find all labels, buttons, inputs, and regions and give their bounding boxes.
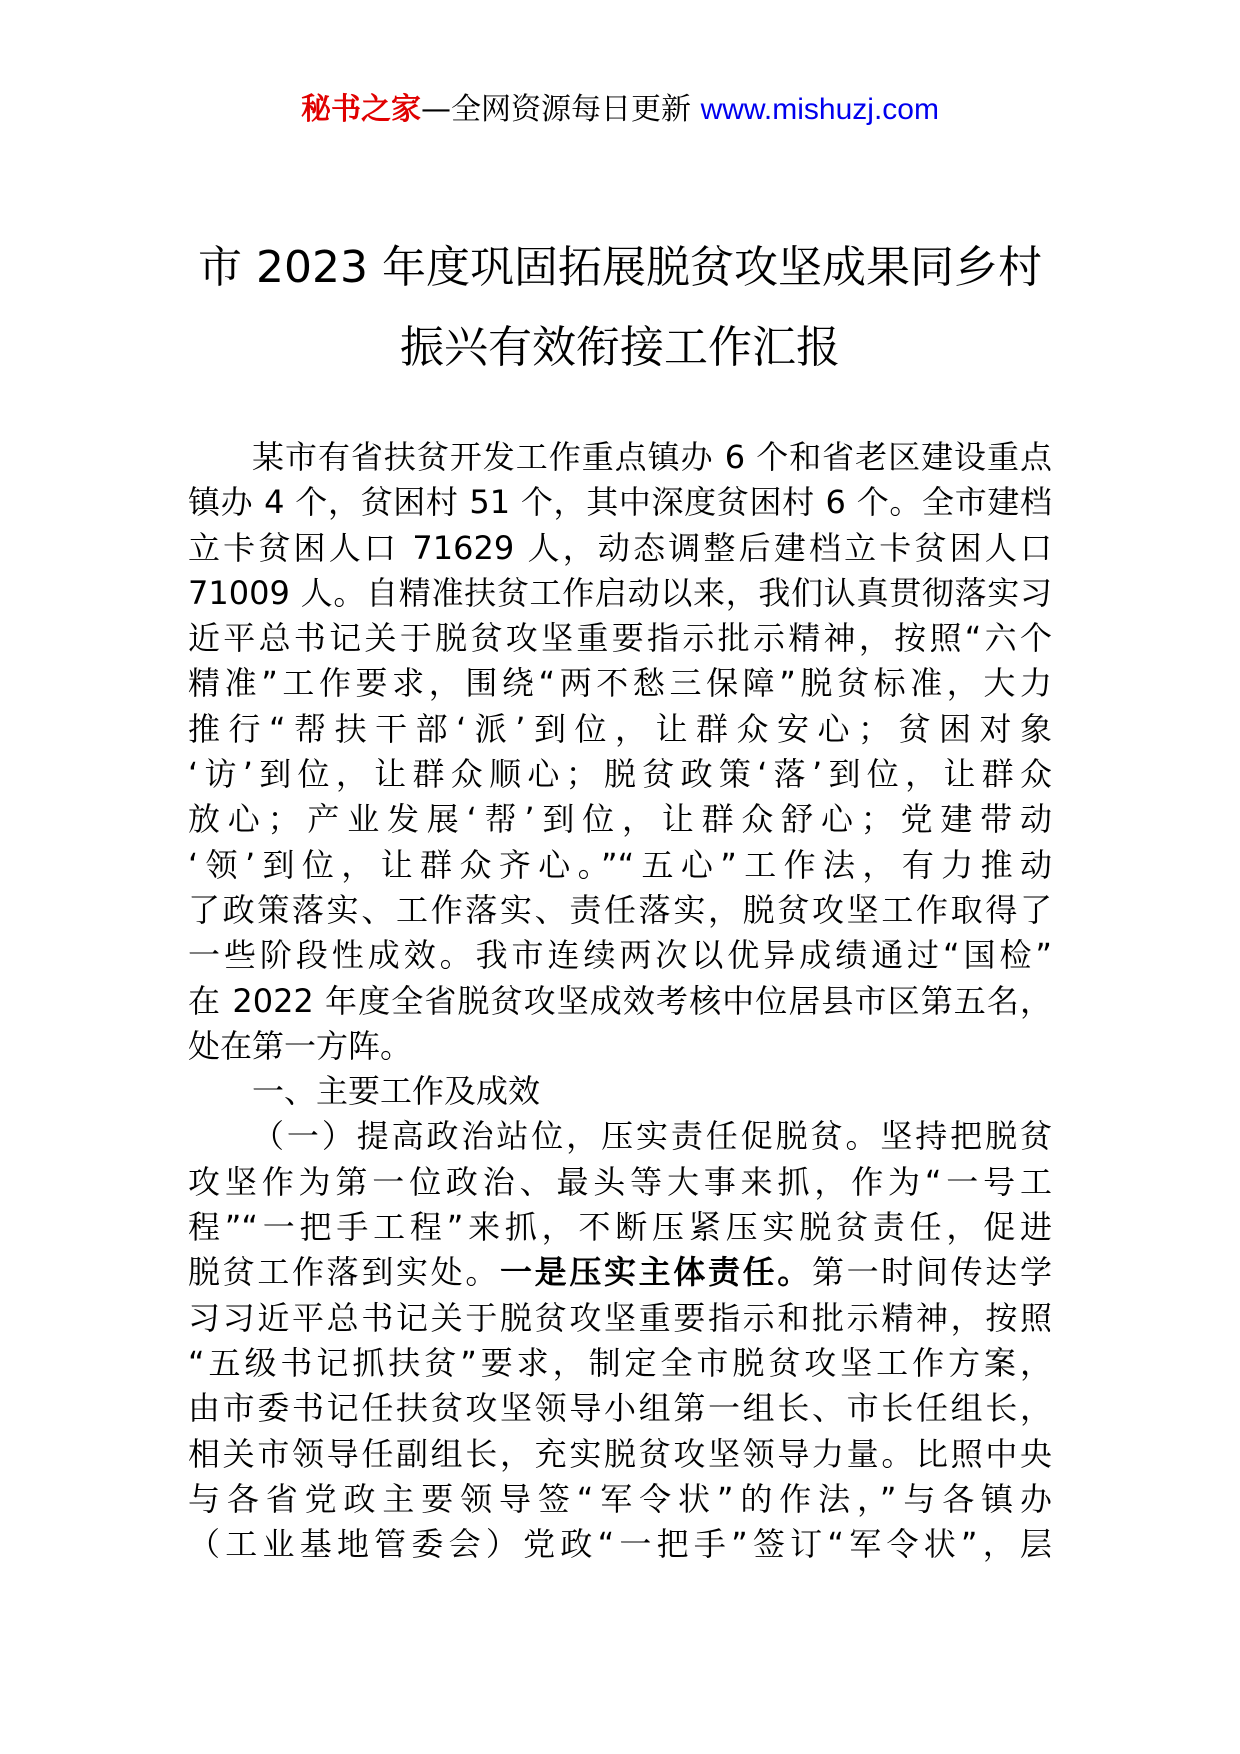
section-heading [188,1069,1052,1114]
text-line: 与各省党政主要领导签“军令状”的作法，”与各镇办 [188,1479,1052,1518]
text-line: 镇办 4 个，贫困村 51 个，其中深度贫困村 6 个。全市建档 [188,483,1052,522]
header-slogan: —全网资源每日更新 [421,92,701,127]
text-line: 立卡贫困人口 71629 人，动态调整后建档立卡贫困人口 [188,528,1052,567]
text-line: （工业基地管委会）党政“一把手”签订“军令状”，层 [188,1525,1052,1564]
bold-lead-phrase: 一是压实主体责任。 [499,1253,812,1292]
document-title [0,228,1240,388]
title-line-2: 振兴有效衔接工作汇报 [400,322,840,373]
text-line: 某市有省扶贫开发工作重点镇办 6 个和省老区建设重点 [252,438,1052,476]
text-run: 脱贫工作落到实处。 [188,1253,500,1292]
text-line: 程”“一把手工程”来抓，不断压紧压实脱贫责任，促进 [188,1208,1052,1247]
text-line: 71009 人。自精准扶贫工作启动以来，我们认真贯彻落实习 [188,573,1052,612]
text-line: 攻坚作为第一位政治、最头等大事来抓，作为“一号工 [188,1162,1052,1201]
text-line: ‘领’到位，让群众齐心。”“五心”工作法，有力推动 [188,845,1052,884]
text-line: 习习近平总书记关于脱贫攻坚重要指示和批示精神，按照 [188,1298,1052,1337]
text-line: 在 2022 年度全省脱贫攻坚成效考核中位居县市区第五名， [188,981,1052,1020]
section-paragraph [188,1114,1052,1567]
text-line: 近平总书记关于脱贫攻坚重要指示批示精神，按照“六个 [188,619,1052,658]
text-line: （一）提高政治站位，压实责任促脱贫。坚持把脱贫 [252,1117,1052,1156]
text-run: 第一时间传达学 [811,1253,1052,1292]
text-line-mixed [188,1250,1052,1295]
site-header [0,90,1240,130]
text-line: 处在第一方阵。 [188,1026,413,1065]
text-line: 放心；产业发展‘帮’到位，让群众舒心；党建带动 [188,800,1052,839]
text-line: ‘访’到位，让群众顺心；脱贫政策‘落’到位，让群众 [188,755,1052,794]
brand-name: 秘书之家 [301,92,422,127]
text-line: 一些阶段性成效。我市连续两次以优异成绩通过“国检” [188,936,1052,975]
section-heading-text: 一、主要工作及成效 [252,1072,541,1111]
text-line: “五级书记抓扶贫”要求，制定全市脱贫攻坚工作方案， [188,1343,1052,1382]
text-line: 由市委书记任扶贫攻坚领导小组第一组长、市长任组长， [188,1389,1052,1428]
intro-paragraph [188,435,1052,1069]
text-line: 了政策落实、工作落实、责任落实，脱贫攻坚工作取得了 [188,890,1052,929]
text-line: 推行“帮扶干部‘派’到位，让群众安心；贫困对象 [188,709,1052,748]
document-body [188,435,1052,1567]
text-line: 相关市领导任副组长，充实脱贫攻坚领导力量。比照中央 [188,1434,1052,1473]
website-link[interactable]: www.mishuzj.com [700,93,939,126]
title-line-1: 市 2023 年度巩固拓展脱贫攻坚成果同乡村 [198,242,1042,293]
text-line: 精准”工作要求，围绕“两不愁三保障”脱贫标准，大力 [188,664,1052,703]
